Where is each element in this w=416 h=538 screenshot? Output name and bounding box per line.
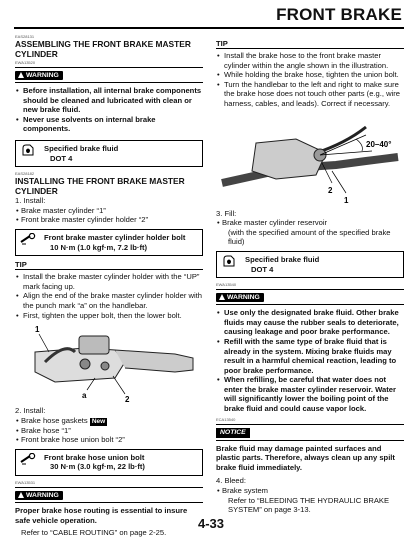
step-1: 1. Install:	[15, 196, 46, 206]
spec-value: DOT 4	[251, 264, 274, 274]
notice-badge: NOTICE	[216, 428, 250, 438]
step-2: 2. Install:	[15, 406, 46, 416]
spec-label: Front brake hose union bolt	[44, 452, 145, 462]
torque-wrench-icon	[20, 233, 36, 245]
spec-label: Specified brake fluid	[245, 254, 320, 264]
tip-item: • Align the end of the brake master cylinder holder with the punch mark “a” on the handlebar.	[15, 291, 203, 310]
warning-item: • Before installation, all internal brake components should be cleaned and lubricated with clean or new brake fluid.	[15, 86, 203, 115]
warning-badge: WARNING	[15, 491, 63, 500]
warning-item: • Use only the designated brake fluid. Other brake fluids may cause the rubber seals to deteriorate, causing leakage and poor brake performance.	[216, 308, 404, 337]
step-item: • Front brake hose union bolt “2”	[15, 435, 203, 445]
figure-angle-label: 20–40°	[366, 139, 392, 149]
warning-bar	[216, 289, 404, 305]
step-item: • Brake master cylinder reservoir	[216, 218, 404, 228]
left-column	[15, 33, 203, 538]
notice-text: Brake fluid may damage painted surfaces and plastic parts. Therefore, always clean up any spilt brake fluid immediately.	[216, 443, 395, 472]
warning-item: • Never use solvents on internal brake components.	[15, 115, 203, 134]
step-item: • Brake master cylinder “1”	[15, 206, 203, 216]
warning-code: EWA13531	[15, 480, 36, 486]
section-title-assembling: ASSEMBLING THE FRONT BRAKE MASTER CYLINDER	[15, 39, 191, 59]
warning-code: EWA13540	[216, 282, 237, 288]
figure-callout-2: 2	[328, 185, 333, 195]
step-3: 3. Fill:	[216, 208, 237, 218]
spec-label: Front brake master cylinder holder bolt	[44, 232, 186, 242]
step-item: • Brake hose gaskets New	[15, 416, 203, 426]
step-ref: Refer to “BLEEDING THE HYDRAULIC BRAKE SYSTEM” on page 3-13.	[228, 495, 390, 515]
warning-bar	[15, 487, 203, 503]
spec-value: 10 N·m (1.0 kgf·m, 7.2 lb·ft)	[50, 242, 148, 252]
spec-box-holder-bolt	[15, 229, 203, 256]
refer-text: Refer to “CABLE ROUTING” on page 2-25.	[21, 528, 167, 538]
warning-badge: WARNING	[15, 71, 63, 80]
figure-callout-1: 1	[344, 195, 349, 205]
tip-item: • While holding the brake hose, tighten the union bolt.	[216, 70, 404, 80]
step-note: (with the specified amount of the specified brake fluid)	[228, 227, 391, 247]
spec-box-brake-fluid	[216, 251, 404, 278]
section-title-installing: INSTALLING THE FRONT BRAKE MASTER CYLINDER	[15, 176, 185, 197]
header-rule	[14, 27, 404, 29]
section-code: EAS28182	[15, 171, 35, 177]
tip-heading: TIP	[15, 260, 203, 270]
spec-value: 30 N·m (3.0 kgf·m, 22 lb·ft)	[50, 462, 145, 472]
warning-item: • Refill with the same type of brake fluid that is already in the system. Mixing brake fluids may result in a harmful chemical reaction, leading to poor brake performance.	[216, 337, 404, 375]
torque-wrench-icon	[20, 453, 36, 465]
warning-triangle-icon	[219, 294, 225, 300]
figure-callout-1: 1	[35, 325, 40, 335]
new-badge: New	[91, 417, 106, 425]
brake-fluid-icon	[221, 255, 237, 267]
tip-item: • Install the brake master cylinder holder with the “UP” mark facing up.	[15, 272, 203, 291]
notice-code: ECA13540	[216, 416, 236, 422]
tip-heading: TIP	[216, 39, 404, 49]
step-item: • Brake hose “1”	[15, 426, 203, 436]
step-item: • Brake system	[216, 486, 404, 496]
tip-item: • Install the brake hose to the front brake master cylinder within the angle shown in the illustration.	[216, 51, 404, 70]
right-column	[216, 33, 404, 515]
page-number: 4-33	[198, 516, 225, 531]
brake-hose-angle-illustration	[216, 113, 404, 207]
warning-badge: WARNING	[216, 293, 264, 302]
warning-triangle-icon	[18, 492, 24, 498]
page-title: FRONT BRAKE	[276, 5, 402, 24]
figure-callout-2: 2	[125, 395, 130, 405]
warning-code: EWA13520	[15, 60, 36, 65]
brake-fluid-icon	[20, 144, 36, 156]
spec-value: DOT 4	[50, 153, 73, 163]
spec-label: Specified brake fluid	[44, 143, 119, 153]
warning-bar	[15, 67, 203, 83]
notice-bar	[216, 424, 404, 441]
section-code: EAS28131	[15, 34, 35, 39]
master-cylinder-illustration	[15, 322, 203, 406]
step-4: 4. Bleed:	[216, 476, 246, 486]
step-item: • Front brake master cylinder holder “2”	[15, 215, 203, 225]
page-header	[0, 0, 416, 30]
tip-item: • Turn the handlebar to the left and right to make sure the brake hose does not touch other parts (e.g., wire harness, cables, and leads). Correct if necessary.	[216, 80, 404, 109]
tip-item: • First, tighten the upper bolt, then the lower bolt.	[15, 311, 203, 321]
spec-box-brake-fluid	[15, 140, 203, 167]
warning-triangle-icon	[18, 72, 24, 78]
figure-callout-a: a	[82, 391, 87, 401]
warning-item: • When refilling, be careful that water does not enter the brake master cylinder reservoir. Water will significantly lower the boiling point of the brake fluid and could cause vapor lock.	[216, 375, 404, 413]
warning-text: Proper brake hose routing is essential to insure safe vehicle operation.	[15, 506, 188, 525]
spec-box-union-bolt	[15, 449, 203, 476]
